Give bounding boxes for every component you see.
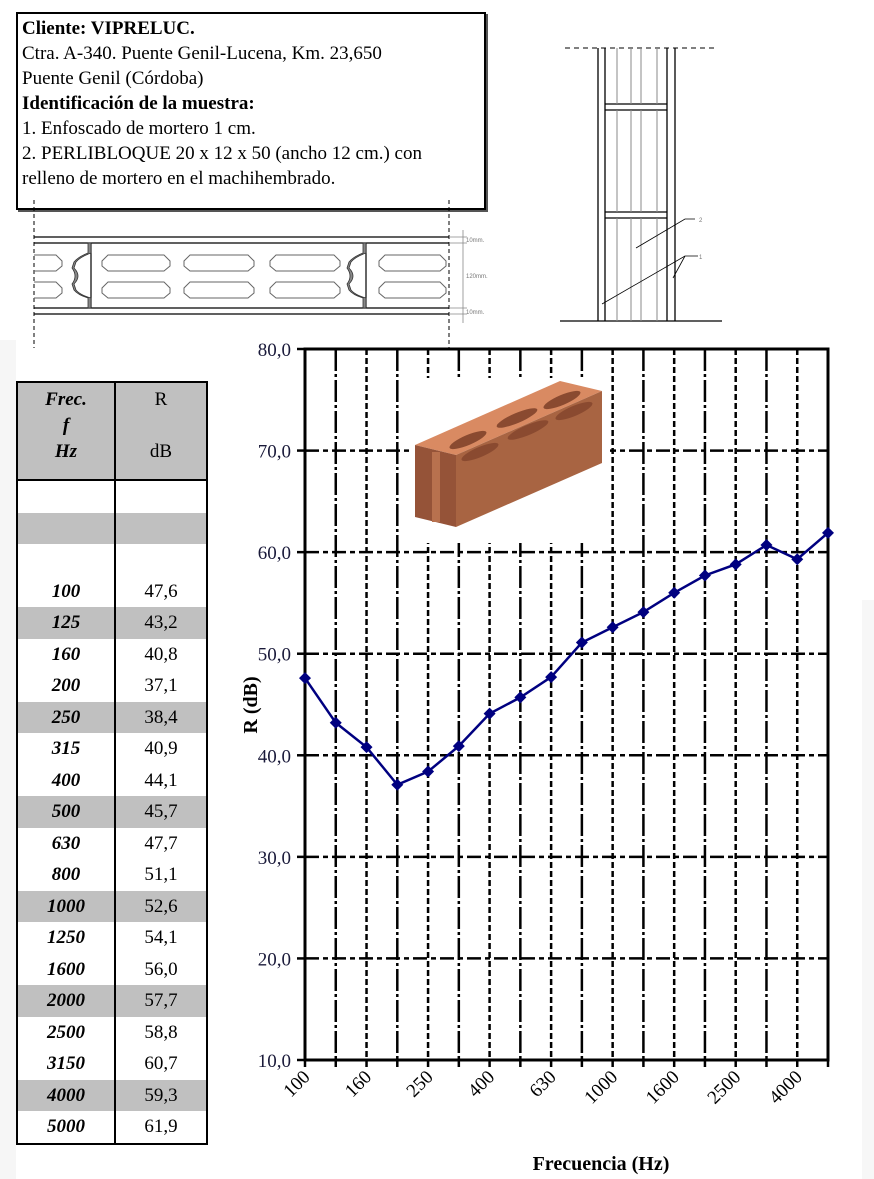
cell-r-value: 54,1 [144, 927, 178, 948]
table-row [18, 670, 206, 702]
cell-frequency: 630 [18, 828, 116, 860]
y-tick-label: 20,0 [257, 949, 291, 971]
cell-r-value: 47,6 [144, 580, 178, 602]
y-tick-label: 50,0 [257, 644, 291, 666]
table-row [18, 922, 206, 954]
cell-frequency: 2500 [18, 1017, 116, 1049]
y-tick-label: 30,0 [257, 847, 291, 869]
data-point-diamond [760, 539, 772, 551]
results-table [16, 381, 208, 1145]
x-tick-label: 2500 [703, 1066, 746, 1109]
x-tick-label: 160 [341, 1066, 377, 1102]
cell-r-value: 57,7 [144, 990, 178, 1011]
cell-frequency: 800 [18, 859, 116, 891]
wall-section-drawing [540, 30, 740, 330]
x-axis-title: Frecuencia (Hz) [532, 1153, 670, 1175]
table-row [18, 1017, 206, 1049]
section-label-2: 2 [699, 218, 703, 224]
table-row [18, 828, 206, 860]
y-tick-label: 40,0 [257, 746, 291, 768]
table-row [18, 1048, 206, 1080]
cell-r-value: 59,3 [144, 1084, 178, 1106]
cell-r-value: 61,9 [144, 1116, 178, 1137]
data-point-diamond [822, 527, 834, 539]
y-tick-label: 60,0 [257, 543, 291, 565]
x-tick-label: 630 [525, 1066, 561, 1102]
data-point-diamond [730, 558, 742, 570]
address-line-2: Puente Genil (Córdoba) [22, 68, 204, 89]
table-row-blank [18, 513, 206, 545]
table-body [18, 481, 206, 1143]
cell-r-value: 56,0 [144, 958, 178, 980]
data-point-diamond [391, 779, 403, 791]
x-tick-label: 1000 [580, 1066, 623, 1109]
cell-frequency: 400 [18, 765, 116, 797]
table-row [18, 796, 206, 828]
cell-r-value: 40,8 [144, 643, 178, 665]
data-point-diamond [453, 740, 465, 752]
header-r-unit: dB [149, 441, 173, 462]
table-row [18, 733, 206, 765]
cell-r-value: 44,1 [144, 769, 178, 791]
x-tick-label: 4000 [765, 1066, 807, 1109]
sample-info-box [16, 12, 486, 210]
layer-2-description-cont: relleno de mortero en el machihembrado. [22, 168, 336, 189]
wall-plan-drawing [20, 200, 500, 350]
header-r [116, 383, 206, 479]
header-freq-symbol: f [62, 415, 70, 436]
table-row [18, 985, 206, 1017]
data-point-diamond [422, 766, 434, 778]
cell-r-value: 47,7 [144, 832, 178, 854]
header-freq-unit: Hz [54, 441, 78, 462]
dim-label-bottom: 10mm. [466, 310, 485, 316]
data-point-diamond [607, 621, 619, 633]
x-tick-label: 400 [464, 1066, 500, 1102]
y-tick-label: 10,0 [257, 1051, 291, 1072]
table-row-blank [18, 544, 206, 576]
x-tick-label: 1600 [641, 1066, 684, 1109]
table-row [18, 607, 206, 639]
table-row [18, 859, 206, 891]
cell-frequency: 250 [18, 702, 116, 734]
data-point-diamond [299, 672, 311, 684]
client-label: Cliente: VIPRELUC. [22, 18, 195, 39]
cell-r-value: 58,8 [144, 1021, 178, 1043]
cell-r-value: 43,2 [144, 612, 178, 633]
cell-frequency: 3150 [18, 1048, 116, 1080]
table-header [18, 383, 206, 481]
section-label-1: 1 [699, 255, 703, 261]
x-tick-label: 250 [402, 1066, 438, 1102]
table-row [18, 702, 206, 734]
cell-frequency: 1250 [18, 922, 116, 954]
layer-1-description: 1. Enfoscado de mortero 1 cm. [22, 118, 256, 139]
table-row [18, 954, 206, 986]
table-row [18, 1111, 206, 1143]
table-row [18, 576, 206, 608]
x-axis-ticks [280, 1060, 828, 1108]
data-point-diamond [699, 570, 711, 582]
header-freq-label: Frec. [45, 389, 87, 410]
cell-r-value: 51,1 [144, 864, 178, 885]
header-frequency [18, 383, 116, 479]
cell-r-value: 45,7 [144, 801, 178, 822]
y-tick-label: 80,0 [257, 340, 291, 361]
cell-frequency: 100 [18, 576, 116, 608]
table-row [18, 891, 206, 923]
cell-r-value: 52,6 [144, 895, 178, 917]
cell-frequency: 315 [18, 733, 116, 765]
x-tick-label: 100 [279, 1066, 315, 1102]
table-row [18, 765, 206, 797]
page-margin-left [0, 340, 16, 1179]
data-point-diamond [361, 741, 373, 753]
page-margin-right [862, 600, 874, 1179]
data-point-diamond [514, 691, 526, 703]
cell-r-value: 40,9 [144, 738, 178, 759]
data-point-diamond [668, 587, 680, 599]
dim-label-top: 10mm. [466, 238, 485, 244]
table-row-blank [18, 481, 206, 513]
cell-frequency: 5000 [18, 1111, 116, 1143]
header-r-label: R [154, 389, 168, 410]
data-point-diamond [791, 553, 803, 565]
cell-r-value: 60,7 [144, 1053, 178, 1074]
table-row [18, 639, 206, 671]
y-tick-label: 70,0 [257, 441, 291, 463]
cell-frequency: 4000 [18, 1080, 116, 1112]
cell-frequency: 2000 [18, 985, 116, 1017]
dim-label-mid: 120mm. [466, 274, 488, 280]
data-point-diamond [576, 637, 588, 649]
data-point-diamond [484, 708, 496, 720]
table-row [18, 1080, 206, 1112]
cell-r-value: 38,4 [144, 706, 178, 728]
sample-title: Identificación de la muestra: [22, 93, 255, 114]
series-r [299, 527, 834, 791]
y-axis-title: R (dB) [240, 676, 262, 734]
data-point-diamond [545, 671, 557, 683]
brick-product-image [410, 378, 610, 543]
cell-frequency: 1600 [18, 954, 116, 986]
cell-frequency: 500 [18, 796, 116, 828]
cell-frequency: 200 [18, 670, 116, 702]
cell-r-value: 37,1 [144, 675, 178, 696]
y-axis-ticks [258, 340, 305, 1072]
cell-frequency: 160 [18, 639, 116, 671]
address-line-1: Ctra. A-340. Puente Genil-Lucena, Km. 23,650 [22, 43, 382, 64]
layer-2-description: 2. PERLIBLOQUE 20 x 12 x 50 (ancho 12 cm.) con [22, 143, 422, 164]
cell-frequency: 1000 [18, 891, 116, 923]
cell-frequency: 125 [18, 607, 116, 639]
data-point-diamond [637, 606, 649, 618]
data-point-diamond [330, 717, 342, 729]
